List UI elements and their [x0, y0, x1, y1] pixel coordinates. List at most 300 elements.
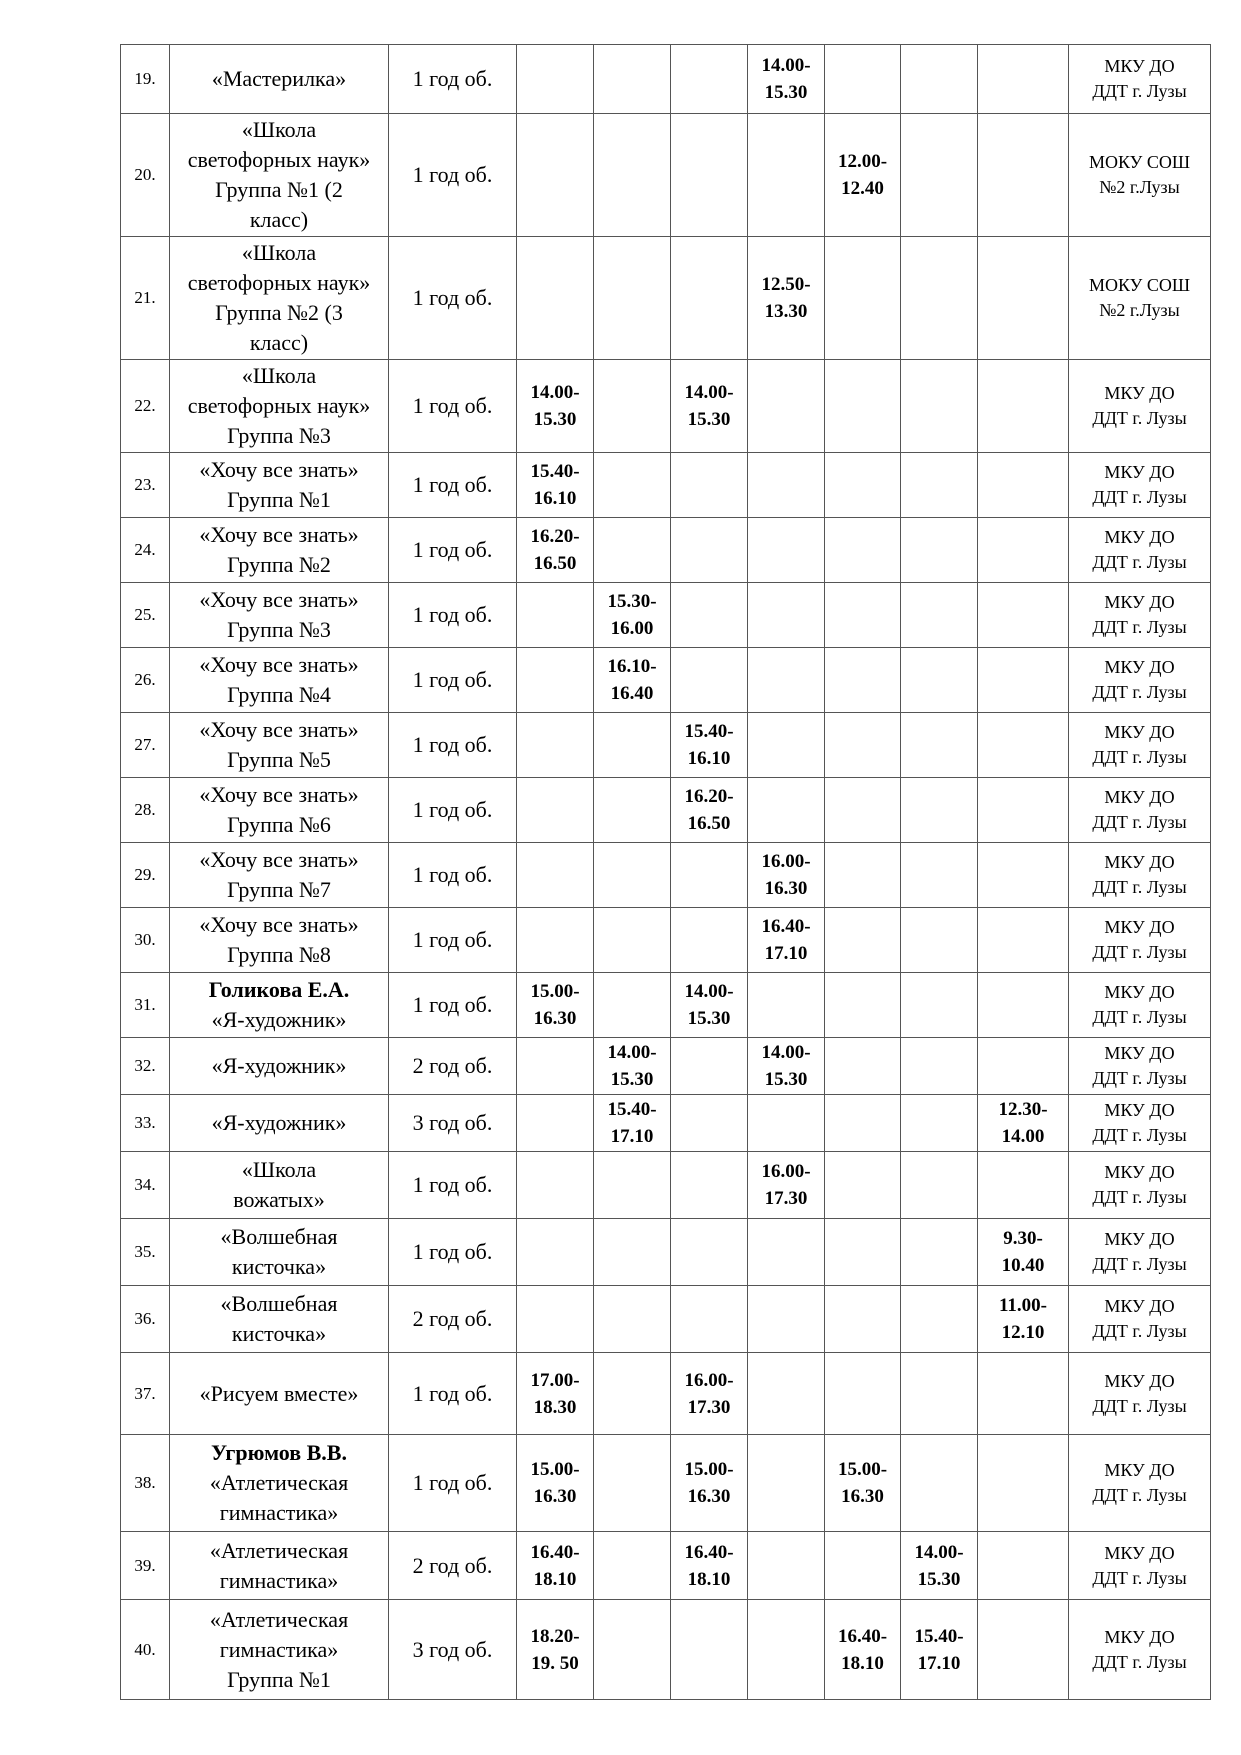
time-slot: [978, 1286, 1069, 1353]
program-name-cell: [170, 778, 389, 843]
venue-line: МОКУ СОШ: [1088, 275, 1191, 295]
row-number: 30.: [121, 908, 170, 973]
venue: [1069, 1532, 1211, 1600]
time-slot: [901, 778, 978, 843]
program-name-cell: [170, 45, 389, 114]
time-line: 14.00-: [607, 1042, 657, 1063]
time-slot: [517, 114, 594, 237]
time-slot: [978, 360, 1069, 453]
time-slot: [901, 1038, 978, 1095]
time-line: 15.00-: [530, 981, 580, 1002]
time-slot: [901, 114, 978, 237]
time-slot: [517, 237, 594, 360]
row-number: 34.: [121, 1152, 170, 1219]
program-name-line: Группа №7: [227, 877, 331, 902]
venue: [1069, 1152, 1211, 1219]
venue-line: ДДТ г. Лузы: [1092, 617, 1187, 637]
program-name-cell: [170, 1600, 389, 1700]
time-slot: [594, 360, 671, 453]
time-slot: [825, 973, 901, 1038]
program-name-cell: [170, 1532, 389, 1600]
time-slot: [978, 1095, 1069, 1152]
study-year: 2 год об.: [389, 1286, 517, 1353]
time-line: 18.30: [533, 1396, 577, 1418]
time-slot: [517, 453, 594, 518]
time-slot: [978, 843, 1069, 908]
program-name-line: Группа №1 (2: [215, 177, 343, 202]
program-name-line: класс): [249, 207, 309, 232]
time-line: 12.00-: [837, 151, 888, 172]
time-slot: [671, 1152, 748, 1219]
venue-line: МКУ ДО: [1104, 1043, 1175, 1063]
time-line: 15.40-: [530, 461, 580, 482]
row-number: 32.: [121, 1038, 170, 1095]
time-slot: [825, 114, 901, 237]
time-line: 17.10: [764, 943, 808, 964]
time-line: 17.10: [610, 1126, 654, 1147]
study-year: 1 год об.: [389, 1353, 517, 1435]
program-name-line: «Я-художник»: [211, 1053, 347, 1078]
time-line: 15.30-: [607, 591, 657, 612]
time-slot: [901, 1435, 978, 1532]
time-slot: [517, 518, 594, 583]
venue-line: №2 г.Лузы: [1099, 300, 1180, 320]
time-line: 15.30: [764, 82, 808, 103]
table-row: [121, 1532, 1211, 1600]
time-line: 15.30: [687, 1008, 731, 1029]
time-line: 15.00-: [837, 1459, 888, 1480]
venue: [1069, 1095, 1211, 1152]
study-year: 1 год об.: [389, 1435, 517, 1532]
time-slot: [594, 1532, 671, 1600]
time-slot: [978, 1152, 1069, 1219]
table-row: [121, 648, 1211, 713]
program-name-line: «Школа: [241, 363, 317, 388]
time-slot: [517, 1219, 594, 1286]
time-line: 16.00-: [761, 1161, 811, 1182]
venue-line: ДДТ г. Лузы: [1092, 682, 1187, 702]
time-slot: [594, 1095, 671, 1152]
program-name-line: «Школа: [241, 117, 317, 142]
time-line: 14.00-: [761, 1042, 811, 1063]
time-slot: [594, 1038, 671, 1095]
table-row: [121, 908, 1211, 973]
time-slot: [901, 1152, 978, 1219]
program-name-line: Группа №8: [227, 942, 331, 967]
time-slot: [901, 583, 978, 648]
row-number: 31.: [121, 973, 170, 1038]
time-slot: [978, 713, 1069, 778]
row-number: 22.: [121, 360, 170, 453]
teacher-name: Угрюмов В.В.: [211, 1440, 347, 1465]
row-number: 38.: [121, 1435, 170, 1532]
time-slot: [671, 1219, 748, 1286]
time-line: 15.30: [610, 1069, 654, 1090]
program-name-line: светофорных наук»: [187, 270, 371, 295]
time-line: 12.50-: [761, 274, 811, 295]
time-slot: [825, 1286, 901, 1353]
time-slot: [748, 114, 825, 237]
program-name-cell: [170, 713, 389, 778]
time-slot: [978, 908, 1069, 973]
time-line: 16.10: [533, 488, 577, 509]
time-slot: [978, 973, 1069, 1038]
venue-line: МКУ ДО: [1104, 592, 1175, 612]
table-row: [121, 1038, 1211, 1095]
time-line: 18.10: [533, 1568, 577, 1590]
program-name-cell: [170, 1152, 389, 1219]
time-slot: [825, 1532, 901, 1600]
program-name-line: «Атлетическая: [209, 1537, 349, 1563]
time-line: 15.30: [687, 409, 731, 430]
time-slot: [901, 1532, 978, 1600]
venue-line: МКУ ДО: [1104, 1542, 1175, 1563]
time-slot: [671, 1353, 748, 1435]
program-name-line: Группа №6: [227, 812, 331, 837]
venue-line: МКУ ДО: [1104, 917, 1175, 937]
program-name-line: «Хочу все знать»: [199, 457, 359, 482]
time-slot: [901, 360, 978, 453]
time-slot: [825, 583, 901, 648]
time-slot: [748, 908, 825, 973]
program-name-line: «Хочу все знать»: [199, 652, 359, 677]
time-slot: [825, 648, 901, 713]
venue-line: ДДТ г. Лузы: [1092, 1395, 1187, 1416]
time-slot: [978, 1600, 1069, 1700]
time-slot: [594, 237, 671, 360]
teacher-name: Голикова Е.А.: [208, 977, 350, 1002]
program-name-line: «Хочу все знать»: [199, 847, 359, 872]
time-line: 9.30-: [1003, 1228, 1043, 1249]
time-slot: [517, 1095, 594, 1152]
program-name-cell: [170, 648, 389, 713]
time-slot: [517, 1532, 594, 1600]
venue-line: ДДТ г. Лузы: [1092, 812, 1187, 832]
time-line: 16.10: [687, 748, 731, 769]
program-name-cell: [170, 973, 389, 1038]
program-name-line: «Хочу все знать»: [199, 717, 359, 742]
time-slot: [517, 1038, 594, 1095]
venue-line: ДДТ г. Лузы: [1092, 1125, 1187, 1145]
time-slot: [901, 1600, 978, 1700]
venue-line: ДДТ г. Лузы: [1092, 1321, 1187, 1341]
table-row: [121, 237, 1211, 360]
time-slot: [748, 1286, 825, 1353]
venue-line: МКУ ДО: [1104, 527, 1175, 547]
venue-line: МКУ ДО: [1104, 1162, 1175, 1182]
venue: [1069, 1435, 1211, 1532]
program-name-line: «Атлетическая: [209, 1470, 349, 1495]
time-line: 16.00: [610, 618, 654, 639]
time-slot: [671, 713, 748, 778]
schedule-body: [121, 45, 1211, 1700]
time-slot: [748, 1038, 825, 1095]
schedule-page: [120, 44, 1211, 1700]
time-line: 16.30: [533, 1008, 577, 1029]
program-name-line: «Хочу все знать»: [199, 912, 359, 937]
time-line: 17.30: [764, 1188, 808, 1209]
program-name-line: «Рисуем вместе»: [199, 1380, 359, 1406]
table-row: [121, 453, 1211, 518]
time-line: 16.30: [533, 1486, 577, 1507]
venue-line: МКУ ДО: [1104, 1370, 1175, 1391]
time-slot: [748, 1095, 825, 1152]
row-number: 35.: [121, 1219, 170, 1286]
program-name-line: гимнастика»: [219, 1636, 339, 1662]
program-name-line: «Школа: [241, 240, 317, 265]
time-line: 16.20-: [684, 786, 734, 807]
time-line: 15.30: [764, 1069, 808, 1090]
time-slot: [825, 237, 901, 360]
program-name-line: светофорных наук»: [187, 393, 371, 418]
time-slot: [825, 1600, 901, 1700]
row-number: 37.: [121, 1353, 170, 1435]
time-slot: [671, 1532, 748, 1600]
time-slot: [517, 843, 594, 908]
program-name-cell: [170, 1435, 389, 1532]
venue-line: ДДТ г. Лузы: [1092, 552, 1187, 572]
study-year: 1 год об.: [389, 45, 517, 114]
time-line: 15.00-: [530, 1459, 580, 1480]
time-slot: [594, 453, 671, 518]
table-row: [121, 360, 1211, 453]
time-line: 16.00-: [684, 1369, 734, 1391]
time-line: 16.10-: [607, 656, 657, 677]
time-slot: [594, 1286, 671, 1353]
time-slot: [594, 1152, 671, 1219]
time-slot: [671, 973, 748, 1038]
time-slot: [901, 1286, 978, 1353]
program-name-line: класс): [249, 330, 309, 355]
venue-line: ДДТ г. Лузы: [1092, 1485, 1187, 1505]
venue: [1069, 1353, 1211, 1435]
row-number: 25.: [121, 583, 170, 648]
program-name-line: Группа №2: [227, 552, 331, 577]
time-slot: [978, 583, 1069, 648]
venue: [1069, 1219, 1211, 1286]
row-number: 27.: [121, 713, 170, 778]
program-name-line: «Я-художник»: [211, 1110, 347, 1135]
time-slot: [671, 114, 748, 237]
program-name-cell: [170, 583, 389, 648]
venue-line: МКУ ДО: [1104, 982, 1175, 1002]
table-row: [121, 713, 1211, 778]
program-name-line: «Хочу все знать»: [199, 782, 359, 807]
time-slot: [825, 1219, 901, 1286]
time-slot: [901, 453, 978, 518]
time-slot: [978, 1219, 1069, 1286]
venue-line: МКУ ДО: [1104, 722, 1175, 742]
time-line: 17.10: [917, 1652, 961, 1674]
row-number: 28.: [121, 778, 170, 843]
time-slot: [594, 648, 671, 713]
time-slot: [594, 1600, 671, 1700]
time-slot: [748, 778, 825, 843]
row-number: 20.: [121, 114, 170, 237]
venue: [1069, 973, 1211, 1038]
time-slot: [978, 518, 1069, 583]
schedule-table: [120, 44, 1211, 1700]
study-year: 3 год об.: [389, 1600, 517, 1700]
time-slot: [978, 648, 1069, 713]
time-line: 15.40-: [684, 721, 734, 742]
program-name-line: Группа №2 (3: [215, 300, 343, 325]
time-slot: [748, 518, 825, 583]
time-line: 18.20-: [530, 1625, 580, 1647]
time-slot: [517, 45, 594, 114]
study-year: 1 год об.: [389, 237, 517, 360]
time-slot: [825, 453, 901, 518]
time-slot: [825, 45, 901, 114]
venue: [1069, 45, 1211, 114]
venue-line: ДДТ г. Лузы: [1092, 1187, 1187, 1207]
venue-line: МКУ ДО: [1104, 787, 1175, 807]
time-slot: [671, 1286, 748, 1353]
time-line: 16.40: [610, 683, 654, 704]
study-year: 1 год об.: [389, 908, 517, 973]
venue-line: МКУ ДО: [1104, 462, 1175, 482]
time-slot: [748, 1435, 825, 1532]
venue-line: ДДТ г. Лузы: [1092, 81, 1187, 101]
time-line: 16.40-: [761, 916, 811, 937]
row-number: 33.: [121, 1095, 170, 1152]
time-slot: [517, 1600, 594, 1700]
time-slot: [671, 518, 748, 583]
row-number: 29.: [121, 843, 170, 908]
venue: [1069, 778, 1211, 843]
time-slot: [748, 1152, 825, 1219]
program-name-line: гимнастика»: [219, 1567, 339, 1593]
time-slot: [825, 360, 901, 453]
time-line: 17.30: [687, 1396, 731, 1418]
program-name-line: «Мастерилка»: [211, 66, 347, 91]
time-slot: [671, 1600, 748, 1700]
program-name-line: Группа №1: [227, 1666, 331, 1692]
time-slot: [594, 583, 671, 648]
time-slot: [901, 908, 978, 973]
study-year: 2 год об.: [389, 1038, 517, 1095]
time-line: 16.00-: [761, 851, 811, 872]
time-slot: [671, 453, 748, 518]
time-slot: [748, 843, 825, 908]
program-name-line: Группа №3: [227, 423, 331, 448]
program-name-line: «Волшебная: [220, 1224, 338, 1249]
venue-line: №2 г.Лузы: [1099, 177, 1180, 197]
time-line: 16.20-: [530, 526, 580, 547]
table-row: [121, 1152, 1211, 1219]
time-slot: [671, 778, 748, 843]
time-slot: [825, 778, 901, 843]
program-name-cell: [170, 453, 389, 518]
program-name-cell: [170, 1095, 389, 1152]
time-slot: [825, 1353, 901, 1435]
time-slot: [671, 648, 748, 713]
time-line: 14.00: [1001, 1126, 1045, 1147]
program-name-cell: [170, 843, 389, 908]
time-line: 14.00-: [530, 382, 580, 403]
study-year: 1 год об.: [389, 453, 517, 518]
time-line: 18.10: [687, 1568, 731, 1590]
time-slot: [825, 843, 901, 908]
program-name-cell: [170, 237, 389, 360]
time-slot: [748, 453, 825, 518]
venue-line: МКУ ДО: [1104, 657, 1175, 677]
time-slot: [594, 1219, 671, 1286]
time-slot: [825, 713, 901, 778]
time-slot: [671, 908, 748, 973]
program-name-line: «Школа: [241, 1157, 317, 1182]
venue: [1069, 1038, 1211, 1095]
time-slot: [671, 1038, 748, 1095]
program-name-cell: [170, 518, 389, 583]
venue-line: МОКУ СОШ: [1088, 152, 1191, 172]
program-name-cell: [170, 1219, 389, 1286]
time-line: 15.30: [917, 1568, 961, 1590]
row-number: 40.: [121, 1600, 170, 1700]
study-year: 1 год об.: [389, 778, 517, 843]
time-slot: [748, 45, 825, 114]
time-line: 16.40-: [530, 1541, 580, 1563]
time-slot: [748, 1600, 825, 1700]
venue-line: МКУ ДО: [1104, 852, 1175, 872]
venue-line: ДДТ г. Лузы: [1092, 747, 1187, 767]
table-row: [121, 843, 1211, 908]
time-slot: [825, 518, 901, 583]
time-slot: [978, 237, 1069, 360]
venue: [1069, 908, 1211, 973]
study-year: 3 год об.: [389, 1095, 517, 1152]
time-line: 15.40-: [607, 1099, 657, 1120]
time-line: 14.00-: [761, 55, 811, 76]
study-year: 1 год об.: [389, 843, 517, 908]
time-slot: [748, 973, 825, 1038]
time-slot: [671, 1095, 748, 1152]
time-line: 16.50: [533, 553, 577, 574]
program-name-line: Группа №4: [227, 682, 331, 707]
study-year: 1 год об.: [389, 648, 517, 713]
row-number: 26.: [121, 648, 170, 713]
table-row: [121, 973, 1211, 1038]
time-line: 15.00-: [684, 1459, 734, 1480]
study-year: 1 год об.: [389, 973, 517, 1038]
time-slot: [901, 843, 978, 908]
program-name-line: Группа №1: [227, 487, 331, 512]
time-slot: [671, 45, 748, 114]
time-slot: [594, 45, 671, 114]
time-slot: [978, 1038, 1069, 1095]
time-slot: [978, 1435, 1069, 1532]
time-slot: [517, 1353, 594, 1435]
study-year: 1 год об.: [389, 1219, 517, 1286]
time-slot: [594, 1435, 671, 1532]
time-slot: [978, 453, 1069, 518]
venue: [1069, 114, 1211, 237]
program-name-cell: [170, 1353, 389, 1435]
row-number: 36.: [121, 1286, 170, 1353]
venue: [1069, 1286, 1211, 1353]
study-year: 1 год об.: [389, 713, 517, 778]
time-slot: [517, 1435, 594, 1532]
program-name-line: «Я-художник»: [211, 1007, 347, 1032]
program-name-cell: [170, 1038, 389, 1095]
table-row: [121, 778, 1211, 843]
program-name-line: кисточка»: [231, 1254, 327, 1279]
time-slot: [901, 1353, 978, 1435]
program-name-line: светофорных наук»: [187, 147, 371, 172]
venue-line: МКУ ДО: [1104, 56, 1175, 76]
venue-line: МКУ ДО: [1104, 383, 1175, 403]
venue: [1069, 237, 1211, 360]
